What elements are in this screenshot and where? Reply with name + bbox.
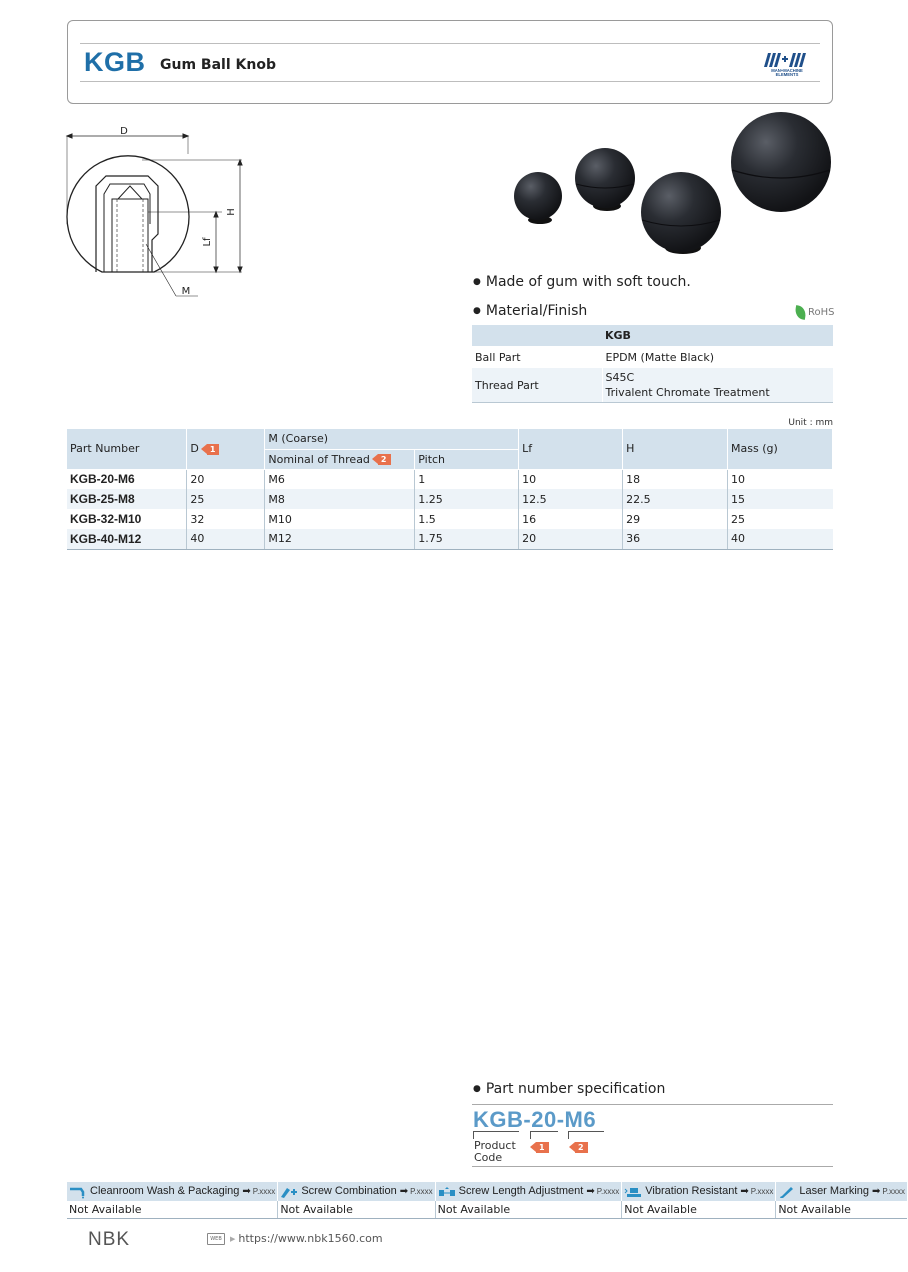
part-number: KGB-32-M10 [67, 509, 187, 529]
pns-dash-1: - [523, 1107, 532, 1132]
feature-bullet: ● Made of gum with soft touch. [473, 274, 691, 290]
spec-table [67, 429, 833, 550]
pns-rule-bottom [472, 1166, 833, 1167]
header-rule-top [80, 43, 820, 44]
option-page-ref: P.xxxx [596, 1187, 620, 1197]
rohs-label: RoHS [808, 307, 835, 318]
product-label-line1: Product [474, 1139, 516, 1152]
rohs-badge [795, 306, 834, 319]
table-row [67, 529, 833, 549]
option-label: Laser Marking [799, 1185, 870, 1198]
cell-d: 40 [187, 529, 265, 549]
gum-ball-small [514, 172, 562, 224]
col-nominal-thread [265, 449, 415, 469]
table-row [67, 489, 833, 509]
material-table [472, 325, 833, 403]
pns-code-part1: KGB [473, 1107, 524, 1132]
cell-pitch: 1.5 [415, 509, 519, 529]
option-value: Not Available [622, 1201, 776, 1218]
table-row [472, 368, 833, 403]
dim-label-lf: Lf [202, 237, 213, 247]
col-d [187, 429, 265, 469]
material-part: Thread Part [472, 368, 602, 403]
option-page-ref: P.xxxx [252, 1187, 276, 1197]
part-number-spec-heading: ● Part number specification [473, 1081, 665, 1097]
cell-h: 29 [623, 509, 728, 529]
unit-label: Unit : mm [788, 418, 833, 428]
option-laser-marking [776, 1182, 908, 1201]
col-h: H [623, 429, 728, 469]
cell-h: 22.5 [623, 489, 728, 509]
cell-mass: 25 [728, 509, 833, 529]
part-number-example [473, 1107, 596, 1133]
pns-code-part3: M6 [564, 1107, 597, 1132]
option-page-ref: P.xxxx [882, 1187, 905, 1197]
nbk-logo: NBK [88, 1229, 131, 1250]
cell-lf: 12.5 [519, 489, 623, 509]
option-value: Not Available [67, 1201, 278, 1218]
spec-tag-2: 2 [378, 454, 391, 465]
table-row [472, 346, 833, 368]
dim-label-h: H [226, 208, 237, 216]
man-machine-logo-icon [762, 49, 812, 77]
options-table [67, 1182, 908, 1219]
cell-d: 32 [187, 509, 265, 529]
cell-h: 36 [623, 529, 728, 549]
faucet-icon [69, 1186, 87, 1198]
technical-drawing [62, 124, 252, 309]
option-value: Not Available [278, 1201, 435, 1218]
material-value-line1: S45C [605, 371, 635, 384]
option-value: Not Available [435, 1201, 622, 1218]
arrow-right-icon: ➡ [872, 1186, 881, 1198]
col-m-coarse: M (Coarse) [265, 429, 519, 449]
col-lf: Lf [519, 429, 623, 469]
product-name: Gum Ball Knob [160, 57, 276, 73]
col-mass: Mass (g) [728, 429, 833, 469]
pns-dash-2: - [556, 1107, 565, 1132]
cell-pitch: 1 [415, 469, 519, 489]
dim-label-m: M [181, 286, 191, 297]
col-nominal-label: Nominal of Thread [268, 452, 370, 466]
col-part-number: Part Number [67, 429, 187, 469]
material-table-header [472, 325, 833, 346]
cell-lf: 20 [519, 529, 623, 549]
option-cleanroom [67, 1182, 278, 1201]
option-screw-length [435, 1182, 622, 1201]
product-code: KGB [84, 47, 146, 77]
option-page-ref: P.xxxx [750, 1187, 774, 1197]
pns-tag-1: 1 [536, 1142, 549, 1153]
logo-text-bottom: ELEMENTS [775, 72, 799, 77]
col-pitch: Pitch [415, 449, 519, 469]
arrow-right-icon: ➡ [242, 1186, 251, 1198]
part-number: KGB-40-M12 [67, 529, 187, 549]
title-header [67, 20, 833, 104]
material-value [602, 368, 833, 403]
laser-pen-icon [778, 1186, 796, 1198]
material-part: Ball Part [472, 346, 602, 368]
spec-tag-1: 1 [207, 444, 220, 455]
screw-plus-icon [280, 1186, 298, 1198]
cell-d: 25 [187, 489, 265, 509]
cell-mass: 40 [728, 529, 833, 549]
cell-pitch: 1.25 [415, 489, 519, 509]
cell-d: 20 [187, 469, 265, 489]
arrow-right-icon: ➡ [740, 1186, 749, 1198]
option-label: Screw Combination [301, 1185, 397, 1198]
header-rule-bottom [80, 81, 820, 82]
cell-h: 18 [623, 469, 728, 489]
pns-bracket-d [530, 1131, 558, 1139]
cell-pitch: 1.75 [415, 529, 519, 549]
option-label: Cleanroom Wash & Packaging [90, 1185, 240, 1198]
cell-nominal: M10 [265, 509, 415, 529]
dim-label-d: D [120, 126, 128, 137]
option-label: Screw Length Adjustment [458, 1185, 584, 1198]
product-code-label [474, 1140, 516, 1164]
pns-rule-top [472, 1104, 833, 1105]
vibration-icon [624, 1186, 642, 1198]
cell-lf: 10 [519, 469, 623, 489]
cell-lf: 16 [519, 509, 623, 529]
option-page-ref: P.xxxx [410, 1187, 433, 1197]
arrow-right-icon: ➡ [586, 1186, 595, 1198]
leaf-icon [794, 305, 807, 320]
pns-code-part2: 20 [531, 1107, 557, 1132]
part-number: KGB-25-M8 [67, 489, 187, 509]
cell-nominal: M12 [265, 529, 415, 549]
option-value: Not Available [776, 1201, 908, 1218]
cell-nominal: M6 [265, 469, 415, 489]
material-header-blank [472, 325, 602, 346]
logo-text-top: MAN+MACHINE [771, 68, 803, 73]
part-number: KGB-20-M6 [67, 469, 187, 489]
product-label-line2: Code [474, 1151, 503, 1164]
web-icon: WEB [207, 1233, 225, 1245]
arrow-right-icon: ➡ [399, 1186, 409, 1198]
cell-mass: 15 [728, 489, 833, 509]
pns-bracket-product [473, 1131, 519, 1139]
gum-ball-medium [575, 148, 635, 211]
gum-ball-xlarge [731, 112, 831, 212]
option-screw-combination [278, 1182, 435, 1201]
pns-tag-2: 2 [575, 1142, 588, 1153]
table-row [67, 469, 833, 489]
col-d-label: D [190, 442, 199, 456]
product-photo [505, 112, 835, 262]
table-row [67, 1201, 907, 1218]
length-adjust-icon [438, 1186, 456, 1198]
material-finish-heading: ● Material/Finish [473, 303, 587, 319]
cell-mass: 10 [728, 469, 833, 489]
option-label: Vibration Resistant [645, 1185, 738, 1198]
table-row [67, 509, 833, 529]
option-vibration [622, 1182, 776, 1201]
website-link[interactable]: ▶ https://www.nbk1560.com [230, 1232, 383, 1245]
pns-bracket-m [568, 1131, 604, 1139]
material-value: EPDM (Matte Black) [602, 346, 833, 368]
material-value-line2: Trivalent Chromate Treatment [605, 386, 770, 399]
material-header-kgb: KGB [602, 325, 833, 346]
cell-nominal: M8 [265, 489, 415, 509]
gum-ball-large [641, 172, 721, 254]
